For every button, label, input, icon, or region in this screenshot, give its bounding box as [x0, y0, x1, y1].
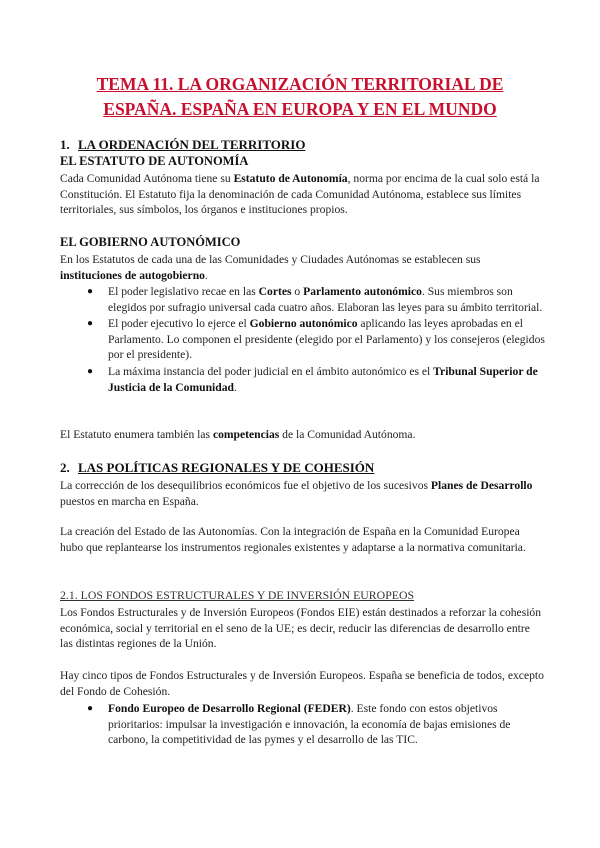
section-1-number: 1. — [60, 137, 70, 152]
list-item: ● La máxima instancia del poder judicial en el ámbito autonómico es el Tribunal Superior de Justicia de la Comunidad. — [87, 364, 538, 394]
estatuto-paragraph: Cada Comunidad Autónoma tiene su Estatuto de Autonomía, norma por encima de la cual solo está la Constitución. El Estatuto fija la denominación de cada Comunidad Autónoma, establece sus límites territoriales, sus símbolos, los órganos e instituciones propios. — [60, 172, 540, 217]
subsection-2-1-heading: 2.1. LOS FONDOS ESTRUCTURALES Y DE INVERSIÓN EUROPEOS — [60, 588, 415, 602]
list-item: ● Fondo Europeo de Desarrollo Regional (FEDER). Este fondo con estos objetivos prioritarios: impulsar la investigación e innovación, la economía de bajas emisiones de carbono, la competitividad de las pymes y el desarrollo de las TIC. — [87, 702, 511, 747]
title-line-1: TEMA 11. LA ORGANIZACIÓN TERRITORIAL DE — [96, 74, 504, 94]
section-2-heading — [60, 460, 545, 476]
gobierno-heading: EL GOBIERNO AUTONÓMICO — [60, 235, 241, 249]
gobierno-bullet-list — [85, 284, 545, 396]
section-2-title: LAS POLÍTICAS REGIONALES Y DE COHESIÓN — [78, 460, 375, 475]
bullet-icon: ● — [87, 318, 94, 330]
page-title — [60, 72, 540, 122]
section-2-number: 2. — [60, 460, 70, 475]
bullet-icon: ● — [87, 365, 94, 377]
gobierno-paragraph: En los Estatutos de cada una de las Comunidades y Ciudades Autónomas se establecen sus instituciones de autogobierno. — [60, 253, 481, 282]
autonomias-paragraph: La creación del Estado de las Autonomías. Con la integración de España en la Comunidad Europea hubo que replantearse los instrumentos regionales existentes y adaptarse a la normativa comunitaria. — [60, 525, 526, 554]
bullet-icon: ● — [87, 703, 94, 714]
section-1-title: LA ORDENACIÓN DEL TERRITORIO — [78, 137, 306, 152]
competencias-paragraph: El Estatuto enumera también las competencias de la Comunidad Autónoma. — [60, 428, 416, 441]
bullet-icon: ● — [87, 286, 94, 297]
section-1-heading — [60, 137, 545, 153]
fondos-paragraph: Los Fondos Estructurales y de Inversión Europeos (Fondos EIE) están destinados a reforzar la cohesión económica, social y territorial en el seno de la UE; es decir, reducir las diferencias de desarrollo entre las distintas regiones de la Unión. — [60, 606, 542, 651]
planes-paragraph: La corrección de los desequilibrios económicos fue el objetivo de los sucesivos Planes de Desarrollo puestos en marcha en España. — [60, 479, 533, 508]
title-line-2: ESPAÑA. ESPAÑA EN EUROPA Y EN EL MUNDO — [103, 99, 497, 119]
list-item: ● El poder ejecutivo lo ejerce el Gobierno autonómico aplicando las leyes aprobadas en el Parlamento. Lo componen el presidente (elegido por el Parlamento) y los consejeros (elegidos por el presidente). — [87, 317, 545, 362]
estatuto-heading: EL ESTATUTO DE AUTONOMÍA — [60, 154, 249, 168]
list-item: ● El poder legislativo recae en las Cortes o Parlamento autonómico. Sus miembros son elegidos por sufragio universal cada cuatro años. Elaboran las leyes para su ámbito territorial. — [87, 285, 543, 314]
tipos-fondos-paragraph: Hay cinco tipos de Fondos Estructurales y de Inversión Europeos. España se beneficia de todos, excepto del Fondo de Cohesión. — [60, 669, 544, 698]
fondos-bullet-list — [85, 701, 545, 749]
